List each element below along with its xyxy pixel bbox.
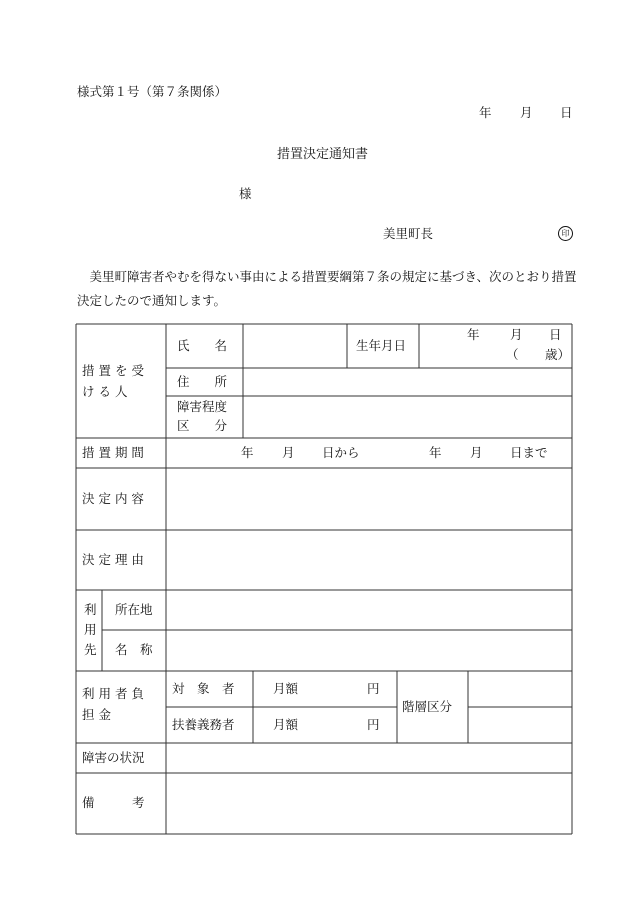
period-to-day: 日まで xyxy=(510,445,548,460)
tier-label: 階層区分 xyxy=(402,699,453,714)
remarks-field[interactable] xyxy=(167,774,571,833)
birth-month-unit: 月 xyxy=(510,327,523,342)
period-from-month: 月 xyxy=(282,445,295,460)
facility-header-2: 用 xyxy=(84,622,97,637)
address-label: 住 所 xyxy=(177,374,228,389)
disability-class-label: 区 分 xyxy=(177,418,228,433)
disability-grade-label: 障害程度 xyxy=(177,399,228,414)
disability-grade-field[interactable] xyxy=(244,397,571,437)
monthly-amount-label-2: 月額 xyxy=(273,717,299,732)
birth-year-unit: 年 xyxy=(467,327,480,342)
notice-body-text: 美里町障害者やむを得ない事由による措置要綱第７条の規定に基づき、次のとおり措置決定したので通知します。 xyxy=(77,269,577,308)
burden-header: 利用者負担金 xyxy=(82,686,149,722)
issuer-name: 美里町長 xyxy=(383,226,434,241)
form-number: 様式第１号（第７条関係） xyxy=(77,84,228,99)
birth-date-label: 生年月日 xyxy=(356,338,407,353)
target-person-label: 対 象 者 xyxy=(172,681,235,696)
remarks-label: 備 考 xyxy=(82,795,145,810)
period-to-year: 年 xyxy=(429,445,442,460)
tier-field-1[interactable] xyxy=(469,672,571,706)
name-field[interactable] xyxy=(244,325,346,367)
facility-name-label: 名 称 xyxy=(115,642,153,657)
period-label: 措 置 期 間 xyxy=(82,445,144,460)
period-to-month: 月 xyxy=(470,445,483,460)
seal-mark: 印 xyxy=(558,226,573,241)
birth-day-unit: 日 xyxy=(549,327,562,342)
location-label: 所在地 xyxy=(115,602,153,617)
age-unit: 歳） xyxy=(545,347,571,362)
date-month: 月 xyxy=(520,105,533,120)
decision-content-field[interactable] xyxy=(167,469,571,529)
period-from-day: 日から xyxy=(322,445,360,460)
period-from-year: 年 xyxy=(241,445,254,460)
yen-unit-2: 円 xyxy=(367,717,380,732)
document-title: 措置決定通知書 xyxy=(277,147,369,162)
address-field[interactable] xyxy=(244,369,571,395)
tier-field-2[interactable] xyxy=(469,708,571,742)
date-day: 日 xyxy=(560,105,573,120)
name-label: 氏 名 xyxy=(177,338,228,353)
addressee-suffix: 様 xyxy=(239,186,252,201)
facility-header-1: 利 xyxy=(84,602,97,617)
disability-status-label: 障害の状況 xyxy=(82,750,145,765)
decision-reason-label: 決 定 理 由 xyxy=(82,552,144,567)
recipient-header: 措置を受ける人 xyxy=(82,363,149,399)
facility-name-field[interactable] xyxy=(167,631,571,670)
age-open-paren: （ xyxy=(506,347,519,362)
yen-unit-1: 円 xyxy=(367,681,380,696)
monthly-amount-label-1: 月額 xyxy=(273,681,299,696)
facility-header-3: 先 xyxy=(84,642,97,657)
supporter-label: 扶養義務者 xyxy=(172,717,235,732)
decision-content-label: 決 定 内 容 xyxy=(82,491,144,506)
date-year: 年 xyxy=(479,105,492,120)
location-field[interactable] xyxy=(167,591,571,629)
disability-status-field[interactable] xyxy=(167,744,571,772)
decision-reason-field[interactable] xyxy=(167,531,571,589)
